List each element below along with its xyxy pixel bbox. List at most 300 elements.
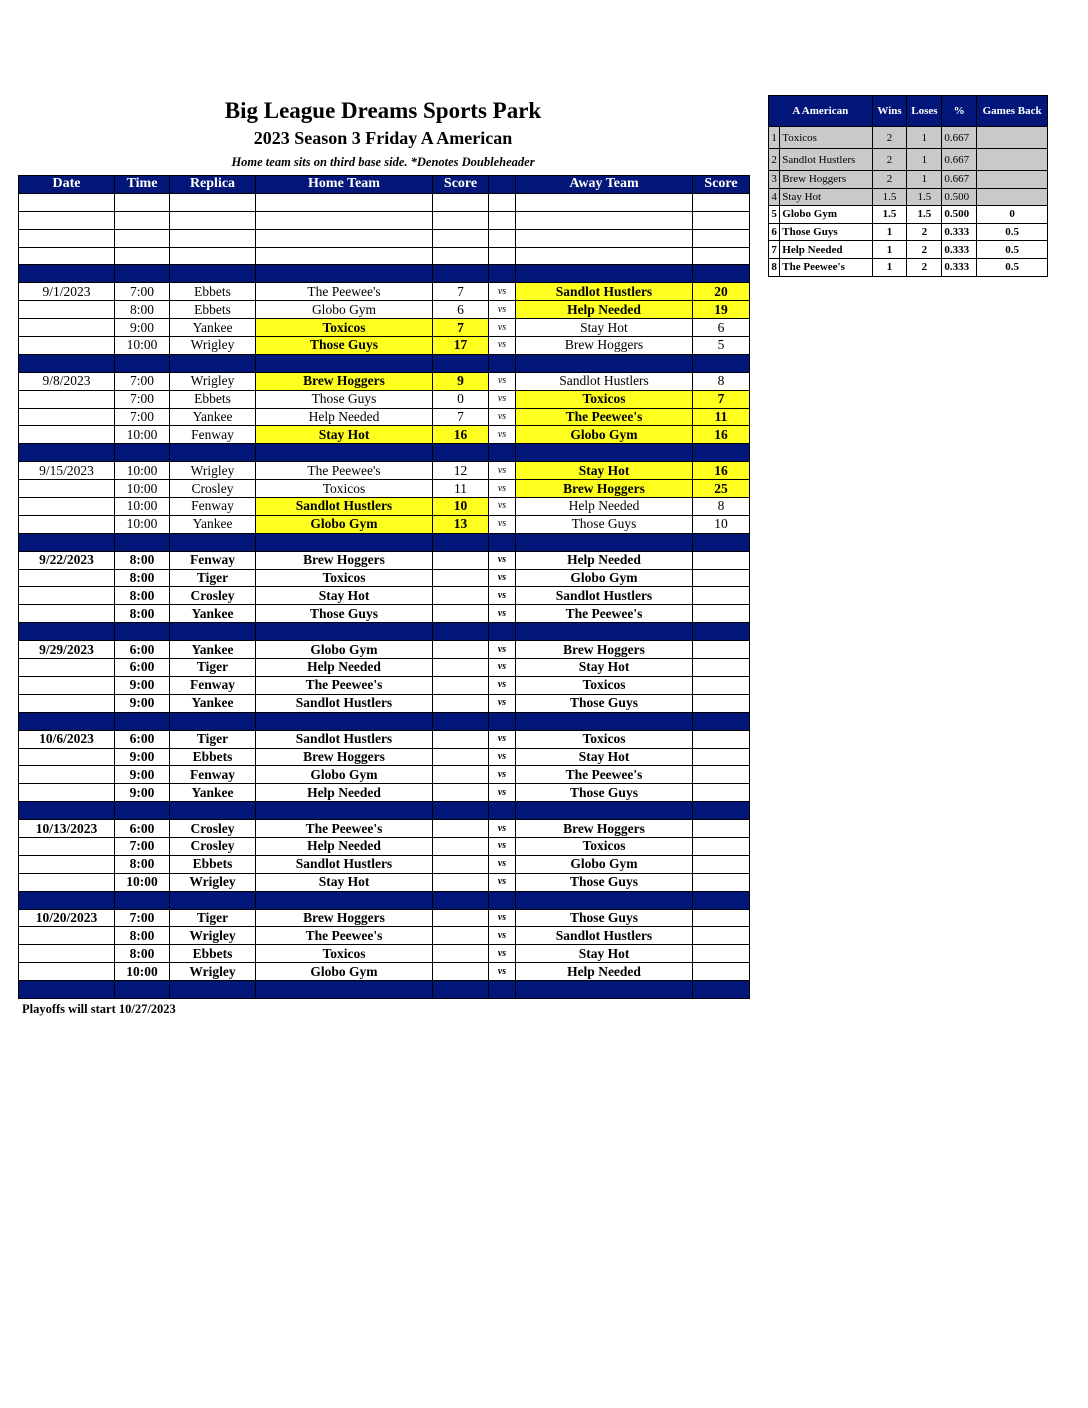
- game-row: [19, 372, 750, 390]
- home-team: The Peewee's: [256, 927, 433, 945]
- home-team: Sandlot Hustlers: [256, 855, 433, 873]
- away-team: Stay Hot: [516, 748, 693, 766]
- standings-header-wins: Wins: [872, 96, 907, 127]
- home-score: 7: [433, 283, 489, 301]
- empty-cell: [489, 265, 516, 283]
- game-date: 10/20/2023: [19, 909, 115, 927]
- home-score: [433, 694, 489, 712]
- vs-label: vs: [489, 873, 516, 891]
- home-score: [433, 551, 489, 569]
- game-date: [19, 659, 115, 677]
- week-separator: [19, 712, 750, 730]
- home-score: 7: [433, 319, 489, 337]
- schedule-table: [18, 175, 750, 999]
- game-time: 10:00: [115, 480, 170, 498]
- home-team: Toxicos: [256, 945, 433, 963]
- game-time: 10:00: [115, 515, 170, 533]
- empty-cell: [433, 712, 489, 730]
- empty-cell: [170, 444, 256, 462]
- empty-cell: [693, 211, 750, 229]
- game-row: [19, 319, 750, 337]
- empty-cell: [19, 712, 115, 730]
- vs-label: vs: [489, 730, 516, 748]
- game-field: Tiger: [170, 569, 256, 587]
- game-time: 8:00: [115, 551, 170, 569]
- game-time: 6:00: [115, 820, 170, 838]
- empty-cell: [19, 891, 115, 909]
- standings-games-back: 0: [977, 206, 1048, 224]
- away-score: [693, 945, 750, 963]
- vs-label: vs: [489, 659, 516, 677]
- col-header-away-team: Away Team: [516, 176, 693, 194]
- standings-row: [769, 127, 1048, 149]
- standings-loses: 1: [907, 127, 942, 149]
- game-date: [19, 837, 115, 855]
- blank-row: [19, 247, 750, 265]
- home-score: [433, 766, 489, 784]
- game-row: [19, 569, 750, 587]
- game-field: Yankee: [170, 408, 256, 426]
- home-score: [433, 945, 489, 963]
- game-time: 8:00: [115, 945, 170, 963]
- empty-cell: [170, 211, 256, 229]
- game-row: [19, 498, 750, 516]
- vs-label: vs: [489, 372, 516, 390]
- home-score: [433, 569, 489, 587]
- game-time: 7:00: [115, 372, 170, 390]
- away-team: Sandlot Hustlers: [516, 372, 693, 390]
- away-score: 6: [693, 319, 750, 337]
- game-time: 8:00: [115, 301, 170, 319]
- away-team: Sandlot Hustlers: [516, 587, 693, 605]
- home-score: 10: [433, 498, 489, 516]
- home-team: Those Guys: [256, 605, 433, 623]
- empty-cell: [489, 802, 516, 820]
- away-team: Help Needed: [516, 498, 693, 516]
- empty-cell: [256, 193, 433, 211]
- home-score: 12: [433, 462, 489, 480]
- standings-header-loses: Loses: [907, 96, 942, 127]
- empty-cell: [433, 444, 489, 462]
- away-team: Toxicos: [516, 837, 693, 855]
- game-time: 10:00: [115, 462, 170, 480]
- empty-cell: [693, 891, 750, 909]
- away-score: 19: [693, 301, 750, 319]
- game-row: [19, 766, 750, 784]
- page-title: Big League Dreams Sports Park: [224, 98, 542, 123]
- game-row: [19, 515, 750, 533]
- vs-label: vs: [489, 319, 516, 337]
- away-team: Stay Hot: [516, 319, 693, 337]
- empty-cell: [693, 802, 750, 820]
- game-field: Yankee: [170, 319, 256, 337]
- game-field: Yankee: [170, 784, 256, 802]
- week-separator: [19, 533, 750, 551]
- away-team: Toxicos: [516, 730, 693, 748]
- home-score: 11: [433, 480, 489, 498]
- standings-rank: 1: [769, 127, 780, 149]
- blank-row: [19, 193, 750, 211]
- empty-cell: [433, 193, 489, 211]
- standings-games-back: [977, 127, 1048, 149]
- game-time: 8:00: [115, 569, 170, 587]
- game-row: [19, 480, 750, 498]
- empty-cell: [516, 193, 693, 211]
- empty-cell: [433, 981, 489, 999]
- empty-cell: [19, 193, 115, 211]
- game-date: 9/1/2023: [19, 283, 115, 301]
- empty-cell: [19, 444, 115, 462]
- standings-loses: 2: [907, 241, 942, 259]
- standings-row: [769, 149, 1048, 171]
- empty-cell: [19, 533, 115, 551]
- game-field: Wrigley: [170, 372, 256, 390]
- standings-row: [769, 206, 1048, 224]
- away-score: [693, 587, 750, 605]
- game-field: Ebbets: [170, 301, 256, 319]
- empty-cell: [489, 211, 516, 229]
- game-time: 9:00: [115, 766, 170, 784]
- game-field: Fenway: [170, 676, 256, 694]
- away-team: Toxicos: [516, 676, 693, 694]
- game-time: 9:00: [115, 748, 170, 766]
- empty-cell: [19, 211, 115, 229]
- empty-cell: [256, 981, 433, 999]
- home-score: [433, 909, 489, 927]
- away-team: Stay Hot: [516, 659, 693, 677]
- away-team: Brew Hoggers: [516, 337, 693, 355]
- game-row: [19, 855, 750, 873]
- home-team: Help Needed: [256, 659, 433, 677]
- away-team: Help Needed: [516, 301, 693, 319]
- empty-cell: [433, 533, 489, 551]
- standings-wins: 1: [872, 241, 907, 259]
- empty-cell: [489, 247, 516, 265]
- game-date: [19, 426, 115, 444]
- game-date: [19, 766, 115, 784]
- standings-rank: 3: [769, 171, 780, 189]
- home-score: [433, 837, 489, 855]
- vs-label: vs: [489, 480, 516, 498]
- empty-cell: [516, 229, 693, 247]
- empty-cell: [489, 712, 516, 730]
- empty-cell: [19, 247, 115, 265]
- game-date: 9/22/2023: [19, 551, 115, 569]
- away-score: [693, 694, 750, 712]
- standings-row: [769, 241, 1048, 259]
- game-field: Crosley: [170, 587, 256, 605]
- game-field: Fenway: [170, 498, 256, 516]
- empty-cell: [19, 623, 115, 641]
- standings-row: [769, 258, 1048, 276]
- vs-label: vs: [489, 301, 516, 319]
- game-row: [19, 927, 750, 945]
- home-score: [433, 659, 489, 677]
- game-date: 9/29/2023: [19, 641, 115, 659]
- standings-wins: 2: [872, 127, 907, 149]
- away-score: [693, 748, 750, 766]
- vs-label: vs: [489, 766, 516, 784]
- empty-cell: [433, 802, 489, 820]
- game-row: [19, 694, 750, 712]
- game-time: 9:00: [115, 784, 170, 802]
- away-score: [693, 909, 750, 927]
- game-field: Tiger: [170, 730, 256, 748]
- game-field: Crosley: [170, 480, 256, 498]
- standings-games-back: [977, 188, 1048, 206]
- game-field: Fenway: [170, 551, 256, 569]
- game-time: 10:00: [115, 873, 170, 891]
- away-score: [693, 927, 750, 945]
- standings-games-back: [977, 149, 1048, 171]
- home-team: The Peewee's: [256, 283, 433, 301]
- standings-header-pct: %: [942, 96, 977, 127]
- vs-label: vs: [489, 337, 516, 355]
- blank-row: [19, 211, 750, 229]
- home-score: [433, 820, 489, 838]
- away-score: [693, 855, 750, 873]
- game-time: 6:00: [115, 659, 170, 677]
- empty-cell: [115, 247, 170, 265]
- col-header-date: Date: [19, 176, 115, 194]
- home-team: Sandlot Hustlers: [256, 730, 433, 748]
- week-separator: [19, 354, 750, 372]
- game-row: [19, 837, 750, 855]
- standings-team: The Peewee's: [780, 258, 872, 276]
- home-team: Globo Gym: [256, 963, 433, 981]
- standings-wins: 1.5: [872, 206, 907, 224]
- home-score: 13: [433, 515, 489, 533]
- home-score: [433, 676, 489, 694]
- empty-cell: [516, 802, 693, 820]
- schedule-body: [19, 193, 750, 998]
- home-team: Toxicos: [256, 569, 433, 587]
- empty-cell: [19, 981, 115, 999]
- home-team: Toxicos: [256, 319, 433, 337]
- away-team: Help Needed: [516, 963, 693, 981]
- standings-team: Toxicos: [780, 127, 872, 149]
- away-team: The Peewee's: [516, 766, 693, 784]
- away-team: The Peewee's: [516, 605, 693, 623]
- empty-cell: [115, 354, 170, 372]
- game-time: 10:00: [115, 337, 170, 355]
- home-score: 17: [433, 337, 489, 355]
- standings-row: [769, 223, 1048, 241]
- vs-label: vs: [489, 963, 516, 981]
- empty-cell: [516, 265, 693, 283]
- home-team: Brew Hoggers: [256, 748, 433, 766]
- away-team: Those Guys: [516, 515, 693, 533]
- home-score: [433, 873, 489, 891]
- away-team: Toxicos: [516, 390, 693, 408]
- game-date: [19, 963, 115, 981]
- away-team: Those Guys: [516, 873, 693, 891]
- game-date: [19, 480, 115, 498]
- home-team: Globo Gym: [256, 515, 433, 533]
- week-separator: [19, 891, 750, 909]
- away-score: [693, 551, 750, 569]
- game-row: [19, 408, 750, 426]
- standings-wins: 2: [872, 149, 907, 171]
- empty-cell: [115, 712, 170, 730]
- away-score: [693, 963, 750, 981]
- empty-cell: [170, 623, 256, 641]
- vs-label: vs: [489, 909, 516, 927]
- game-time: 7:00: [115, 909, 170, 927]
- game-row: [19, 426, 750, 444]
- empty-cell: [693, 981, 750, 999]
- vs-label: vs: [489, 855, 516, 873]
- game-row: [19, 820, 750, 838]
- game-time: 8:00: [115, 855, 170, 873]
- away-score: [693, 659, 750, 677]
- home-score: [433, 730, 489, 748]
- home-score: 6: [433, 301, 489, 319]
- empty-cell: [256, 891, 433, 909]
- vs-label: vs: [489, 694, 516, 712]
- game-field: Ebbets: [170, 945, 256, 963]
- home-team: Stay Hot: [256, 587, 433, 605]
- game-date: 9/8/2023: [19, 372, 115, 390]
- empty-cell: [489, 533, 516, 551]
- standings-loses: 1.5: [907, 206, 942, 224]
- empty-cell: [256, 211, 433, 229]
- game-time: 6:00: [115, 641, 170, 659]
- game-row: [19, 748, 750, 766]
- home-score: [433, 587, 489, 605]
- game-field: Yankee: [170, 694, 256, 712]
- vs-label: vs: [489, 551, 516, 569]
- empty-cell: [433, 891, 489, 909]
- empty-cell: [693, 533, 750, 551]
- empty-cell: [516, 712, 693, 730]
- home-team: Globo Gym: [256, 301, 433, 319]
- empty-cell: [170, 891, 256, 909]
- away-team: Stay Hot: [516, 462, 693, 480]
- vs-label: vs: [489, 820, 516, 838]
- home-team: Stay Hot: [256, 873, 433, 891]
- away-score: 11: [693, 408, 750, 426]
- home-team: Those Guys: [256, 337, 433, 355]
- week-separator: [19, 265, 750, 283]
- away-team: Brew Hoggers: [516, 820, 693, 838]
- empty-cell: [170, 802, 256, 820]
- game-time: 10:00: [115, 426, 170, 444]
- empty-cell: [170, 533, 256, 551]
- blank-row: [19, 229, 750, 247]
- game-date: [19, 784, 115, 802]
- empty-cell: [489, 354, 516, 372]
- standings-rank: 8: [769, 258, 780, 276]
- game-time: 6:00: [115, 730, 170, 748]
- away-team: Globo Gym: [516, 569, 693, 587]
- away-team: Brew Hoggers: [516, 641, 693, 659]
- empty-cell: [433, 211, 489, 229]
- empty-cell: [115, 265, 170, 283]
- game-field: Crosley: [170, 837, 256, 855]
- empty-cell: [516, 623, 693, 641]
- empty-cell: [256, 247, 433, 265]
- home-team: The Peewee's: [256, 676, 433, 694]
- game-time: 8:00: [115, 605, 170, 623]
- standings-pct: 0.500: [942, 188, 977, 206]
- standings-pct: 0.333: [942, 241, 977, 259]
- home-team: Stay Hot: [256, 426, 433, 444]
- vs-label: vs: [489, 927, 516, 945]
- vs-label: vs: [489, 283, 516, 301]
- empty-cell: [170, 193, 256, 211]
- empty-cell: [256, 229, 433, 247]
- game-time: 7:00: [115, 837, 170, 855]
- home-score: [433, 641, 489, 659]
- empty-cell: [433, 354, 489, 372]
- home-team: Help Needed: [256, 837, 433, 855]
- standings-games-back: [977, 171, 1048, 189]
- standings-row: [769, 188, 1048, 206]
- standings-pct: 0.333: [942, 258, 977, 276]
- empty-cell: [516, 444, 693, 462]
- empty-cell: [489, 229, 516, 247]
- game-row: [19, 283, 750, 301]
- empty-cell: [115, 211, 170, 229]
- game-date: [19, 301, 115, 319]
- game-time: 7:00: [115, 408, 170, 426]
- empty-cell: [115, 193, 170, 211]
- away-team: The Peewee's: [516, 408, 693, 426]
- standings-games-back: 0.5: [977, 223, 1048, 241]
- game-row: [19, 641, 750, 659]
- standings-loses: 2: [907, 223, 942, 241]
- standings-rank: 4: [769, 188, 780, 206]
- game-row: [19, 963, 750, 981]
- standings-header-row: [769, 96, 1048, 127]
- empty-cell: [693, 444, 750, 462]
- home-score: [433, 748, 489, 766]
- standings-wins: 1: [872, 258, 907, 276]
- standings-loses: 1.5: [907, 188, 942, 206]
- standings-row: [769, 171, 1048, 189]
- game-time: 7:00: [115, 283, 170, 301]
- game-field: Ebbets: [170, 855, 256, 873]
- standings-team: Stay Hot: [780, 188, 872, 206]
- empty-cell: [19, 802, 115, 820]
- game-date: [19, 676, 115, 694]
- away-score: [693, 837, 750, 855]
- game-date: 10/6/2023: [19, 730, 115, 748]
- empty-cell: [256, 444, 433, 462]
- col-header-home-score: Score: [433, 176, 489, 194]
- standings-pct: 0.333: [942, 223, 977, 241]
- home-score: 7: [433, 408, 489, 426]
- standings-wins: 1: [872, 223, 907, 241]
- game-row: [19, 873, 750, 891]
- week-separator: [19, 444, 750, 462]
- footer-note: Playoffs will start 10/27/2023: [22, 1002, 176, 1016]
- empty-cell: [170, 981, 256, 999]
- game-row: [19, 909, 750, 927]
- home-score: 16: [433, 426, 489, 444]
- home-team: Those Guys: [256, 390, 433, 408]
- game-time: 9:00: [115, 676, 170, 694]
- vs-label: vs: [489, 390, 516, 408]
- game-date: [19, 945, 115, 963]
- game-date: [19, 694, 115, 712]
- away-score: [693, 641, 750, 659]
- home-team: Brew Hoggers: [256, 551, 433, 569]
- empty-cell: [170, 712, 256, 730]
- away-score: 20: [693, 283, 750, 301]
- home-score: [433, 605, 489, 623]
